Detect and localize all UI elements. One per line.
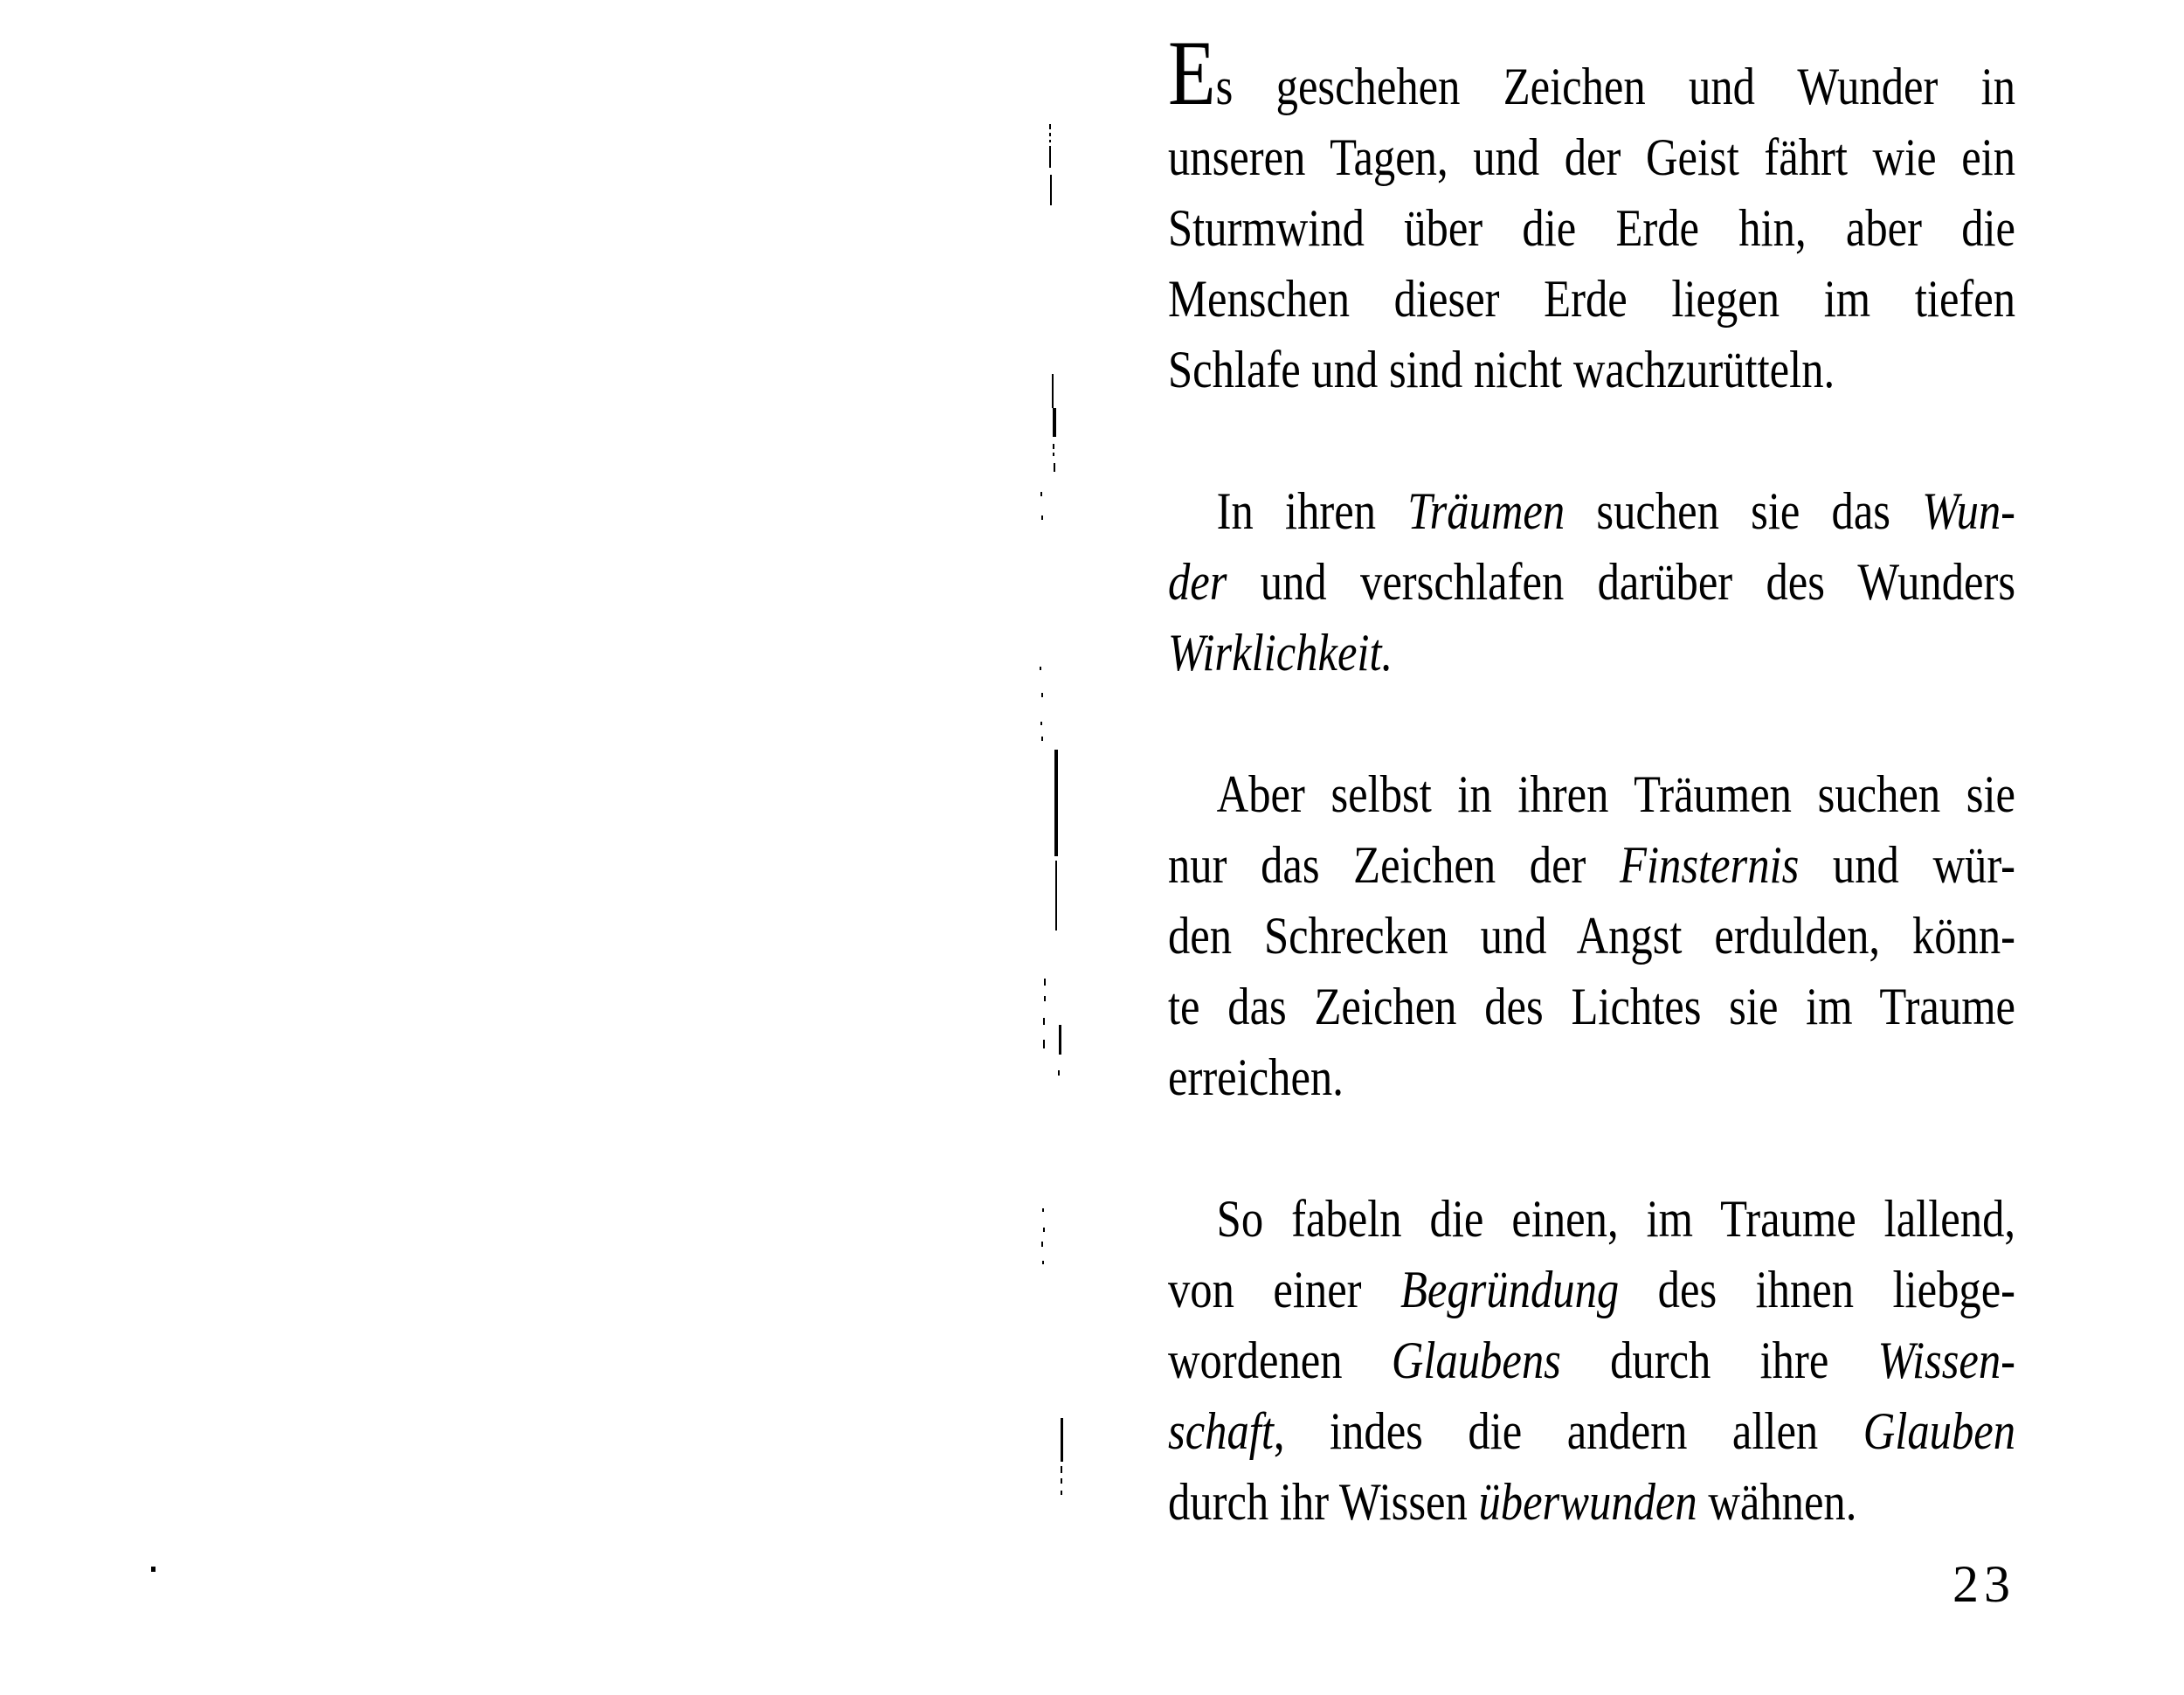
italic-text-segment: Träumen	[1407, 482, 1565, 540]
text-line	[1168, 1396, 2015, 1467]
gutter-mark	[1061, 1478, 1062, 1484]
text-line	[1168, 1184, 2015, 1255]
text-segment: , indes die andern allen	[1273, 1402, 1863, 1460]
italic-text-segment: Wun-	[1922, 482, 2016, 540]
text-segment: durch ihre	[1560, 1332, 1878, 1389]
paragraph	[1168, 476, 2015, 688]
text-segment: suchen sie das	[1565, 482, 1923, 540]
text-line	[1168, 1467, 2015, 1538]
gutter-mark	[1043, 1228, 1045, 1232]
gutter-mark	[1044, 996, 1046, 1001]
text-line	[1168, 22, 2016, 124]
gutter-mark	[1044, 979, 1046, 986]
italic-text-segment: Glaubens	[1391, 1332, 1561, 1389]
text-segment: s geschehen Zeichen und Wunder in	[1215, 58, 2016, 115]
text-line	[1168, 193, 2015, 264]
gutter-mark	[1049, 133, 1051, 136]
text-line	[1168, 759, 2015, 830]
gutter-mark	[1040, 667, 1041, 670]
gutter-mark	[1043, 1018, 1045, 1025]
text-line	[1168, 618, 2015, 688]
text-segment: und verschlafen darüber des Wunders	[1227, 553, 2016, 611]
text-line	[1168, 335, 2015, 405]
gutter-mark	[1040, 722, 1042, 725]
italic-text-segment: überwunden	[1478, 1473, 1697, 1531]
page-number: 23	[1952, 1555, 2015, 1613]
text-line	[1168, 122, 2015, 193]
text-segment: von einer	[1168, 1261, 1400, 1318]
gutter-mark	[1061, 1491, 1062, 1495]
italic-text-segment: schaft	[1168, 1402, 1274, 1460]
gutter-mark	[1042, 1208, 1044, 1212]
text-segment: unseren Tagen, und der Geist fährt wie ein	[1168, 128, 2016, 186]
text-segment: wähnen.	[1697, 1473, 1857, 1531]
text-column-inner	[1168, 22, 2016, 1538]
gutter-mark	[1041, 1242, 1043, 1247]
gutter-mark	[1053, 453, 1054, 456]
right-page-text-column	[1168, 22, 2016, 1538]
gutter-mark	[1049, 124, 1051, 129]
gutter-mark	[1050, 175, 1052, 205]
text-segment: durch ihr Wissen	[1168, 1473, 1479, 1531]
italic-text-segment: Wirklichkeit.	[1168, 624, 1393, 681]
italic-text-segment: Wissen-	[1877, 1332, 2016, 1389]
text-segment: te das Zeichen des Lichtes sie im Traume	[1168, 978, 2016, 1035]
text-line	[1168, 830, 2015, 901]
gutter-mark	[1041, 737, 1043, 741]
gutter-mark	[1049, 140, 1051, 142]
text-line	[1168, 1042, 2015, 1113]
text-line	[1168, 547, 2015, 618]
text-segment: wordenen	[1168, 1332, 1392, 1389]
gutter-mark	[1043, 1040, 1045, 1048]
gutter-mark	[1059, 1025, 1061, 1055]
text-segment: So fabeln die einen, im Traume lallend,	[1216, 1190, 2016, 1248]
text-segment: des ihnen liebge-	[1619, 1261, 2016, 1318]
text-segment: nur das Zeichen der	[1168, 836, 1621, 894]
gutter-mark	[1053, 444, 1054, 449]
gutter-mark	[1054, 463, 1055, 472]
paragraph	[1168, 1184, 2015, 1538]
gutter-mark	[1061, 1418, 1063, 1462]
gutter-mark	[1041, 515, 1043, 520]
text-segment: In ihren	[1216, 482, 1408, 540]
gutter-mark	[1053, 408, 1056, 437]
italic-text-segment: der	[1168, 553, 1227, 611]
text-line	[1168, 264, 2015, 335]
text-segment: Schlafe und sind nicht wachzurütteln.	[1168, 341, 1835, 398]
gutter-mark	[1054, 750, 1058, 856]
italic-text-segment: Finsternis	[1620, 836, 1800, 894]
text-segment: und wür-	[1799, 836, 2016, 894]
gutter-mark	[1040, 492, 1042, 496]
text-line	[1168, 476, 2015, 547]
gutter-mark	[1042, 1261, 1044, 1264]
gutter-mark	[151, 1567, 156, 1572]
text-line	[1168, 972, 2015, 1042]
paragraph	[1168, 759, 2015, 1113]
text-line	[1168, 1325, 2015, 1396]
paragraph	[1168, 22, 2016, 405]
gutter-mark	[1041, 693, 1043, 697]
gutter-mark	[1052, 374, 1054, 408]
text-segment: Aber selbst in ihren Träumen suchen sie	[1216, 765, 2016, 823]
gutter-mark	[1058, 1070, 1060, 1076]
text-line	[1168, 1255, 2015, 1325]
italic-text-segment: Glauben	[1863, 1402, 2016, 1460]
text-segment: den Schrecken und Angst erdulden, könn-	[1168, 907, 2016, 965]
text-line	[1168, 901, 2015, 972]
italic-text-segment: Begründung	[1400, 1261, 1620, 1318]
gutter-mark	[1049, 146, 1051, 168]
gutter-mark	[1055, 861, 1057, 931]
text-segment: erreichen.	[1168, 1048, 1344, 1106]
text-segment: Menschen dieser Erde liegen im tiefen	[1168, 270, 2016, 328]
gutter-mark	[1061, 1466, 1062, 1473]
text-segment: Sturmwind über die Erde hin, aber die	[1168, 199, 2016, 257]
drop-cap-initial: E	[1168, 22, 1216, 124]
